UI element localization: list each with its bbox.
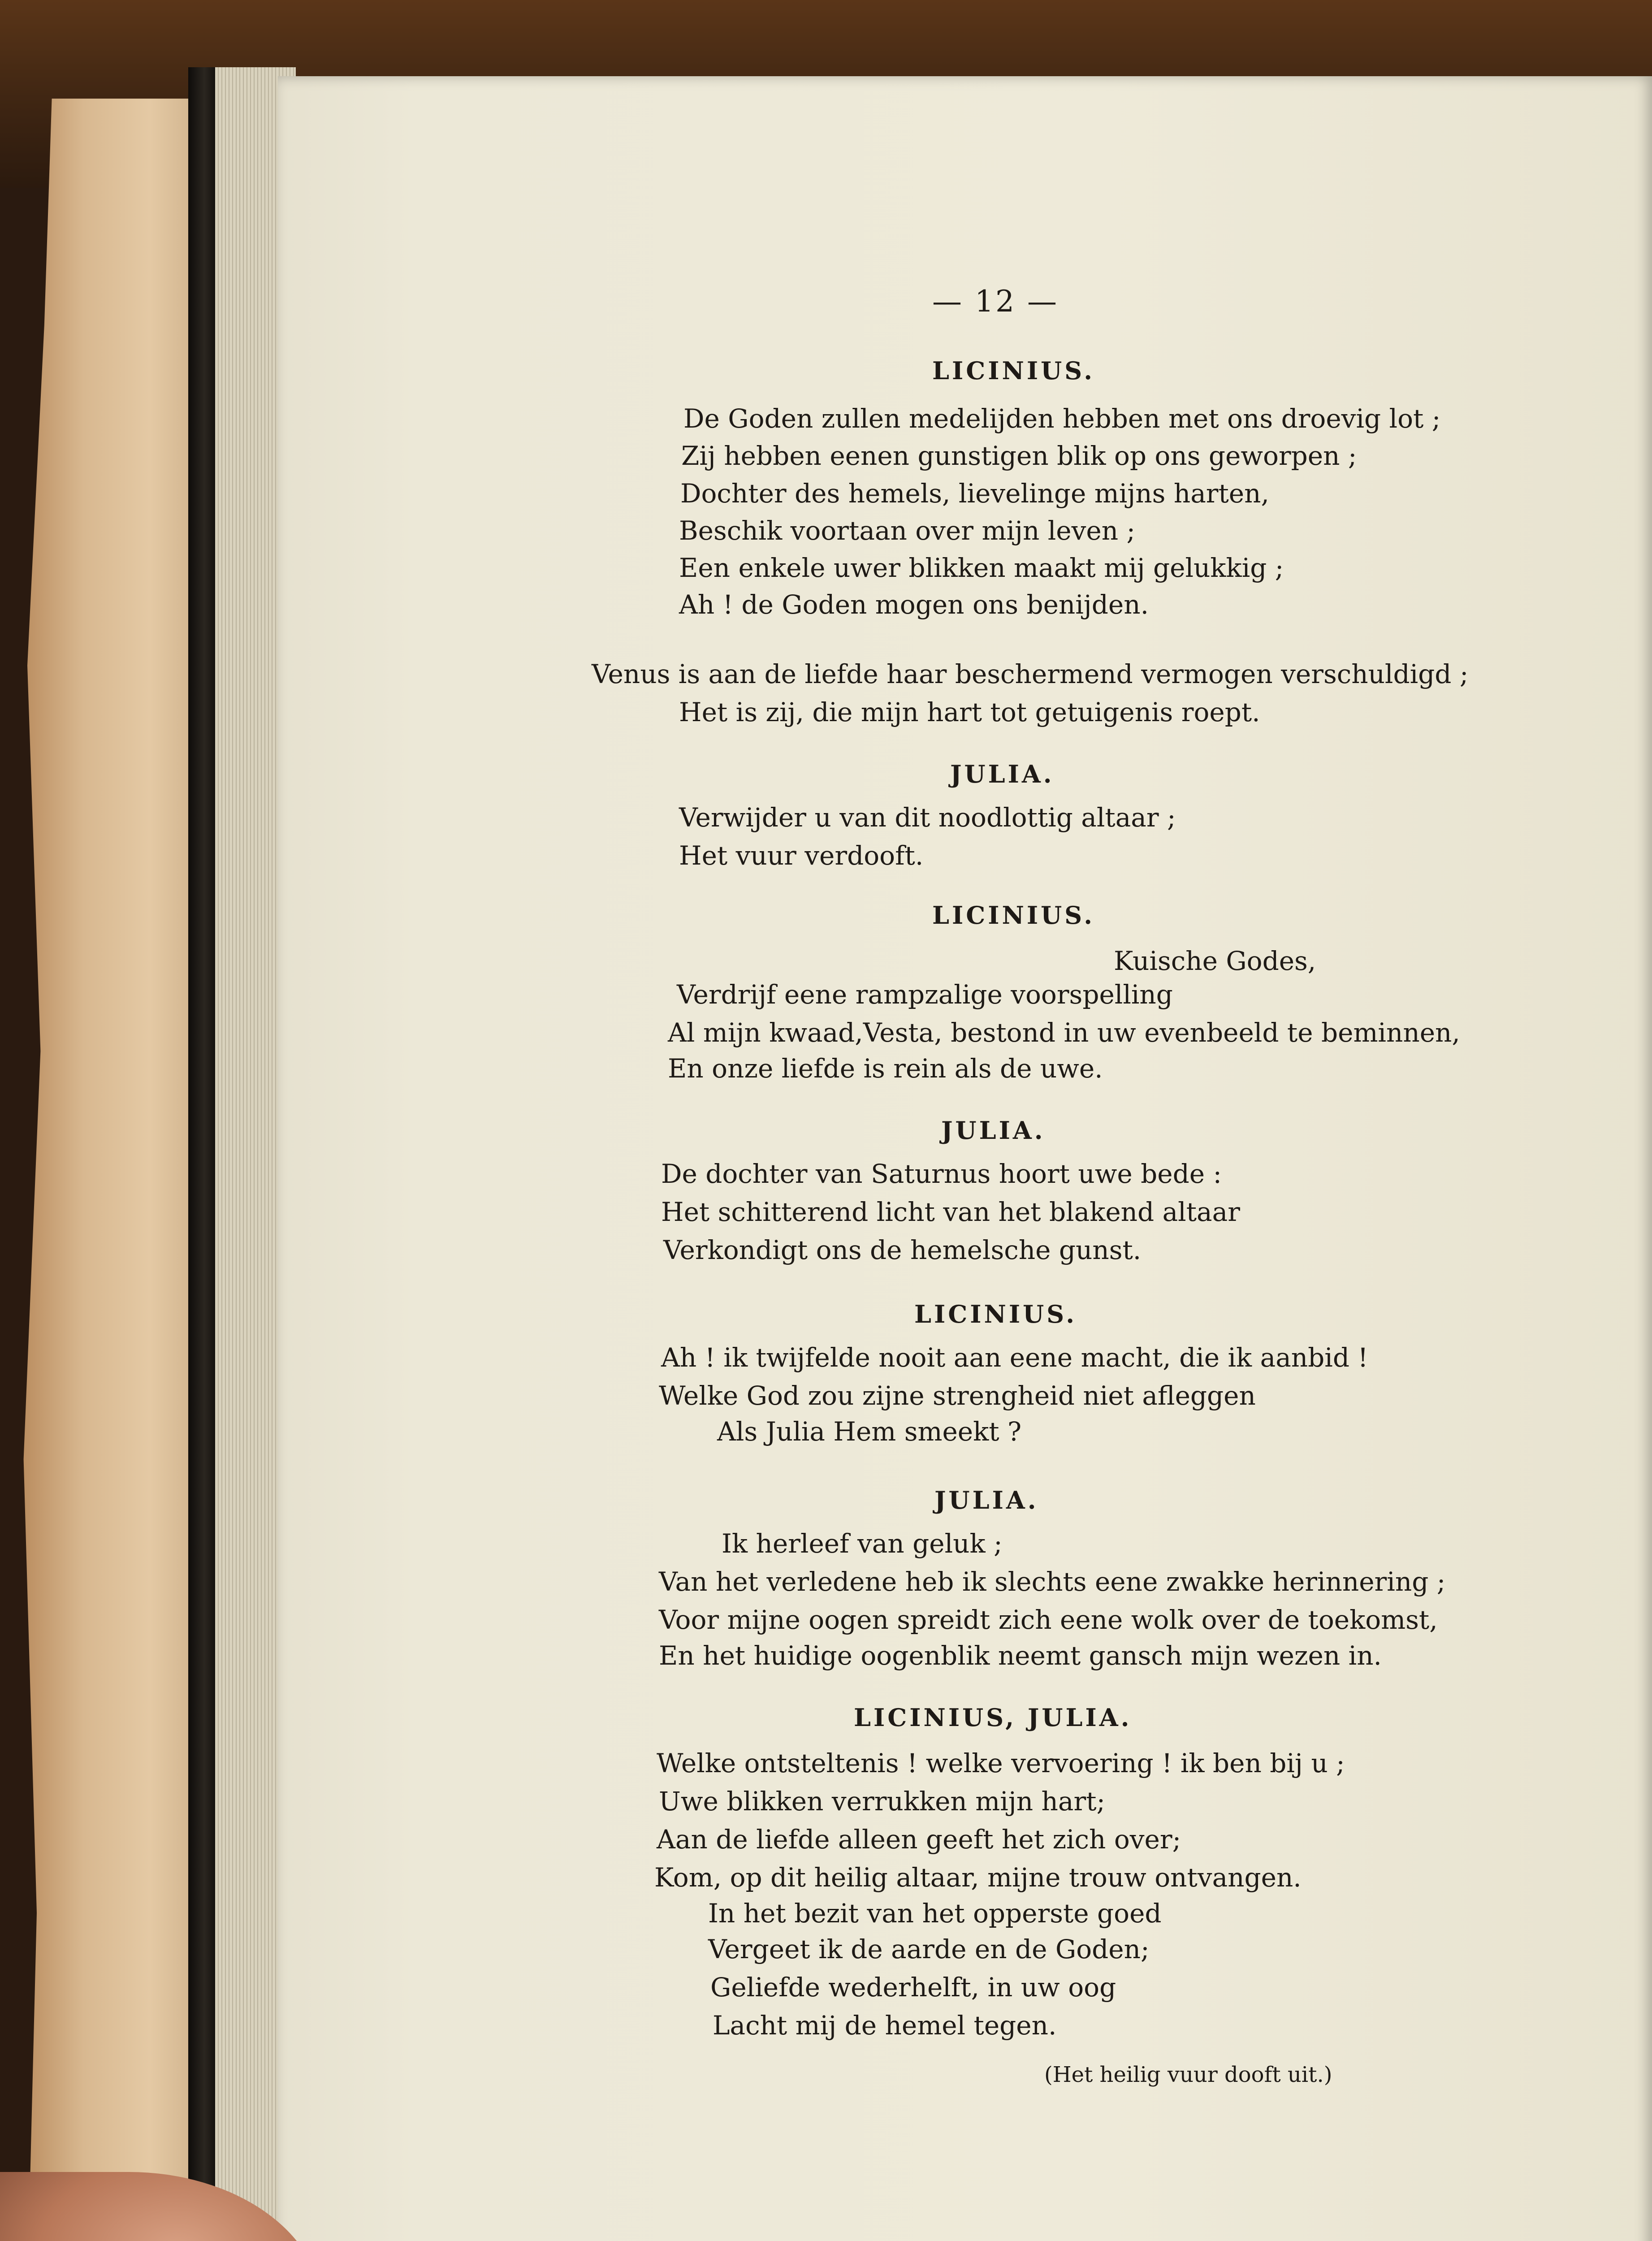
verse-line: Geliefde wederhelft, in uw oog	[710, 1972, 1116, 2003]
verse-line: Verdrijf eene rampzalige voorspelling	[677, 979, 1173, 1010]
verse-line: Het is zij, die mijn hart tot getuigenis roept.	[679, 697, 1260, 727]
verse-line: Dochter des hemels, lievelinge mijns harten,	[680, 478, 1269, 509]
speaker-label: JULIA.	[934, 1486, 1039, 1514]
verse-line: Kom, op dit heilig altaar, mijne trouw ontvangen.	[654, 1862, 1302, 1893]
verse-line: Uwe blikken verrukken mijn hart;	[659, 1786, 1106, 1817]
verse-line: Ah ! de Goden mogen ons benijden.	[679, 589, 1149, 620]
verse-line: De dochter van Saturnus hoort uwe bede :	[661, 1159, 1222, 1189]
verse-line: Beschik voortaan over mijn leven ;	[679, 515, 1136, 546]
verse-line: Als Julia Hem smeekt ?	[717, 1416, 1022, 1447]
verse-line: Ah ! ik twijfelde nooit aan eene macht, die ik aanbid !	[661, 1342, 1368, 1373]
speaker-label: LICINIUS.	[914, 1300, 1077, 1328]
verse-line: Van het verledene heb ik slechts eene zwakke herinnering ;	[659, 1566, 1446, 1597]
page-number: — 12 —	[932, 284, 1059, 319]
speaker-label: JULIA.	[950, 760, 1055, 788]
verse-line: Welke ontsteltenis ! welke vervoering ! ik ben bij u ;	[657, 1748, 1345, 1778]
verse-line: En het huidige oogenblik neemt gansch mijn wezen in.	[659, 1640, 1382, 1671]
verse-line: Het schitterend licht van het blakend altaar	[661, 1197, 1240, 1227]
speaker-label: LICINIUS.	[932, 901, 1095, 930]
verse-line: De Goden zullen medelijden hebben met ons droevig lot ;	[683, 403, 1441, 434]
verse-line: Ik herleef van geluk ;	[722, 1528, 1003, 1559]
verse-line: En onze liefde is rein als de uwe.	[668, 1053, 1103, 1084]
verse-line: In het bezit van het opperste goed	[708, 1898, 1162, 1929]
verse-line: Lacht mij de hemel tegen.	[713, 2010, 1057, 2041]
speaker-label: JULIA.	[941, 1116, 1046, 1145]
verse-line: Verkondigt ons de hemelsche gunst.	[663, 1235, 1142, 1265]
verse-line: Aan de liefde alleen geeft het zich over;	[657, 1824, 1181, 1855]
speaker-label: LICINIUS.	[932, 356, 1095, 385]
verse-line: Voor mijne oogen spreidt zich eene wolk over de toekomst,	[659, 1605, 1438, 1635]
stage-direction: (Het heilig vuur dooft uit.)	[1044, 2062, 1332, 2087]
verse-line: Welke God zou zijne strengheid niet afleggen	[659, 1380, 1256, 1411]
verse-line: Het vuur verdooft.	[679, 840, 924, 871]
verse-line: Zij hebben eenen gunstigen blik op ons geworpen ;	[681, 441, 1357, 471]
verse-line: Verwijder u van dit noodlottig altaar ;	[679, 802, 1176, 833]
verse-line: Kuische Godes,	[1114, 946, 1316, 976]
verse-line: Een enkele uwer blikken maakt mij gelukkig ;	[679, 553, 1284, 583]
left-torn-page	[18, 99, 206, 2241]
verse-line: Vergeet ik de aarde en de Goden;	[708, 1934, 1150, 1964]
speaker-label: LICINIUS, JULIA.	[854, 1703, 1132, 1732]
verse-line: Venus is aan de liefde haar beschermend vermogen verschuldigd ;	[592, 659, 1469, 689]
verse-line: Al mijn kwaad,Vesta, bestond in uw evenbeeld te beminnen,	[668, 1017, 1460, 1048]
book-binding	[188, 67, 215, 2241]
